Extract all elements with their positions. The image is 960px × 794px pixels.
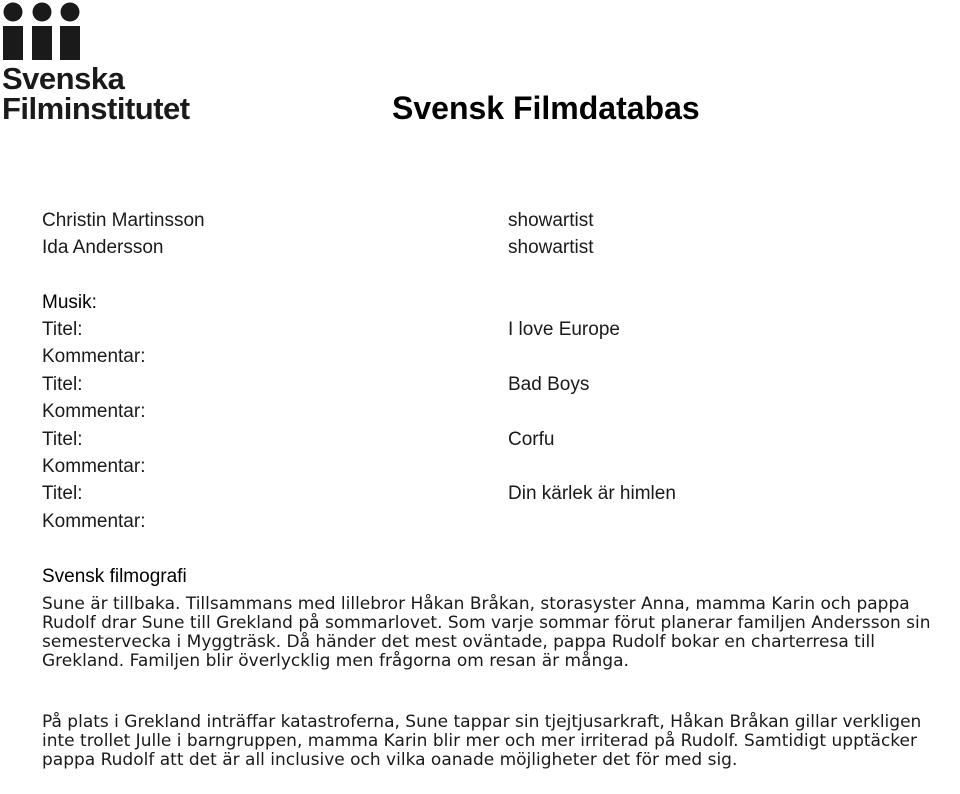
- music-heading: Musik:: [42, 292, 97, 313]
- music-title-row: [42, 482, 676, 506]
- svenska-filminstitutet-logo: [2, 2, 202, 126]
- music-title-value: Din kärlek är himlen: [508, 483, 676, 504]
- music-comment-row: [42, 510, 145, 534]
- music-title-row: [42, 318, 620, 342]
- music-comment-row: [42, 455, 145, 479]
- synopsis-paragraph: På plats i Grekland inträffar katastroferna, Sune tappar sin tjejtjusarkraft, Håkan Bråkan gillar verkligen inte trollet Julle i barngruppen, mamma Karin blir mer och mer irriterad på Rudolf. Samtidigt upptäcker pappa Rudolf att det är all inclusive och vilka oanade möjligheter det för med sig.: [42, 712, 922, 770]
- page-title: Svensk Filmdatabas: [392, 90, 700, 126]
- music-title-value: Corfu: [508, 429, 555, 450]
- music-title-label: Titel:: [42, 319, 83, 340]
- music-title-row: [42, 428, 555, 452]
- music-title-row: [42, 373, 590, 397]
- cast-row: [42, 209, 594, 233]
- cast-name: Christin Martinsson: [42, 210, 205, 231]
- music-comment-label: Kommentar:: [42, 456, 146, 477]
- music-comment-label: Kommentar:: [42, 401, 146, 422]
- cast-row: [42, 236, 594, 260]
- logo-line-1: Svenska: [2, 61, 125, 96]
- music-title-label: Titel:: [42, 483, 83, 504]
- cast-role: showartist: [508, 210, 594, 231]
- logo-squares-icon: [2, 2, 82, 64]
- music-comment-label: Kommentar:: [42, 511, 146, 532]
- logo-wordmark: [2, 61, 190, 126]
- music-comment-label: Kommentar:: [42, 346, 146, 367]
- cast-role: showartist: [508, 237, 594, 258]
- music-comment-row: [42, 345, 145, 369]
- music-title-label: Titel:: [42, 429, 83, 450]
- music-title-label: Titel:: [42, 374, 83, 395]
- music-title-value: I love Europe: [508, 319, 620, 340]
- logo-line-2: Filminstitutet: [2, 91, 190, 126]
- synopsis-paragraph: Sune är tillbaka. Tillsammans med lillebror Håkan Bråkan, storasyster Anna, mamma Karin och pappa Rudolf drar Sune till Grekland på sommarlovet. Som varje sommar förut planerar familjen Andersson sin semestervecka i Myggträsk. Då händer det mest oväntade, pappa Rudolf bokar en charterresa till Grekland. Familjen blir överlycklig men frågorna om resan är många.: [42, 594, 931, 671]
- filmography-heading: Svensk filmografi: [42, 566, 187, 587]
- music-title-value: Bad Boys: [508, 374, 590, 395]
- music-comment-row: [42, 400, 145, 424]
- cast-name: Ida Andersson: [42, 237, 164, 258]
